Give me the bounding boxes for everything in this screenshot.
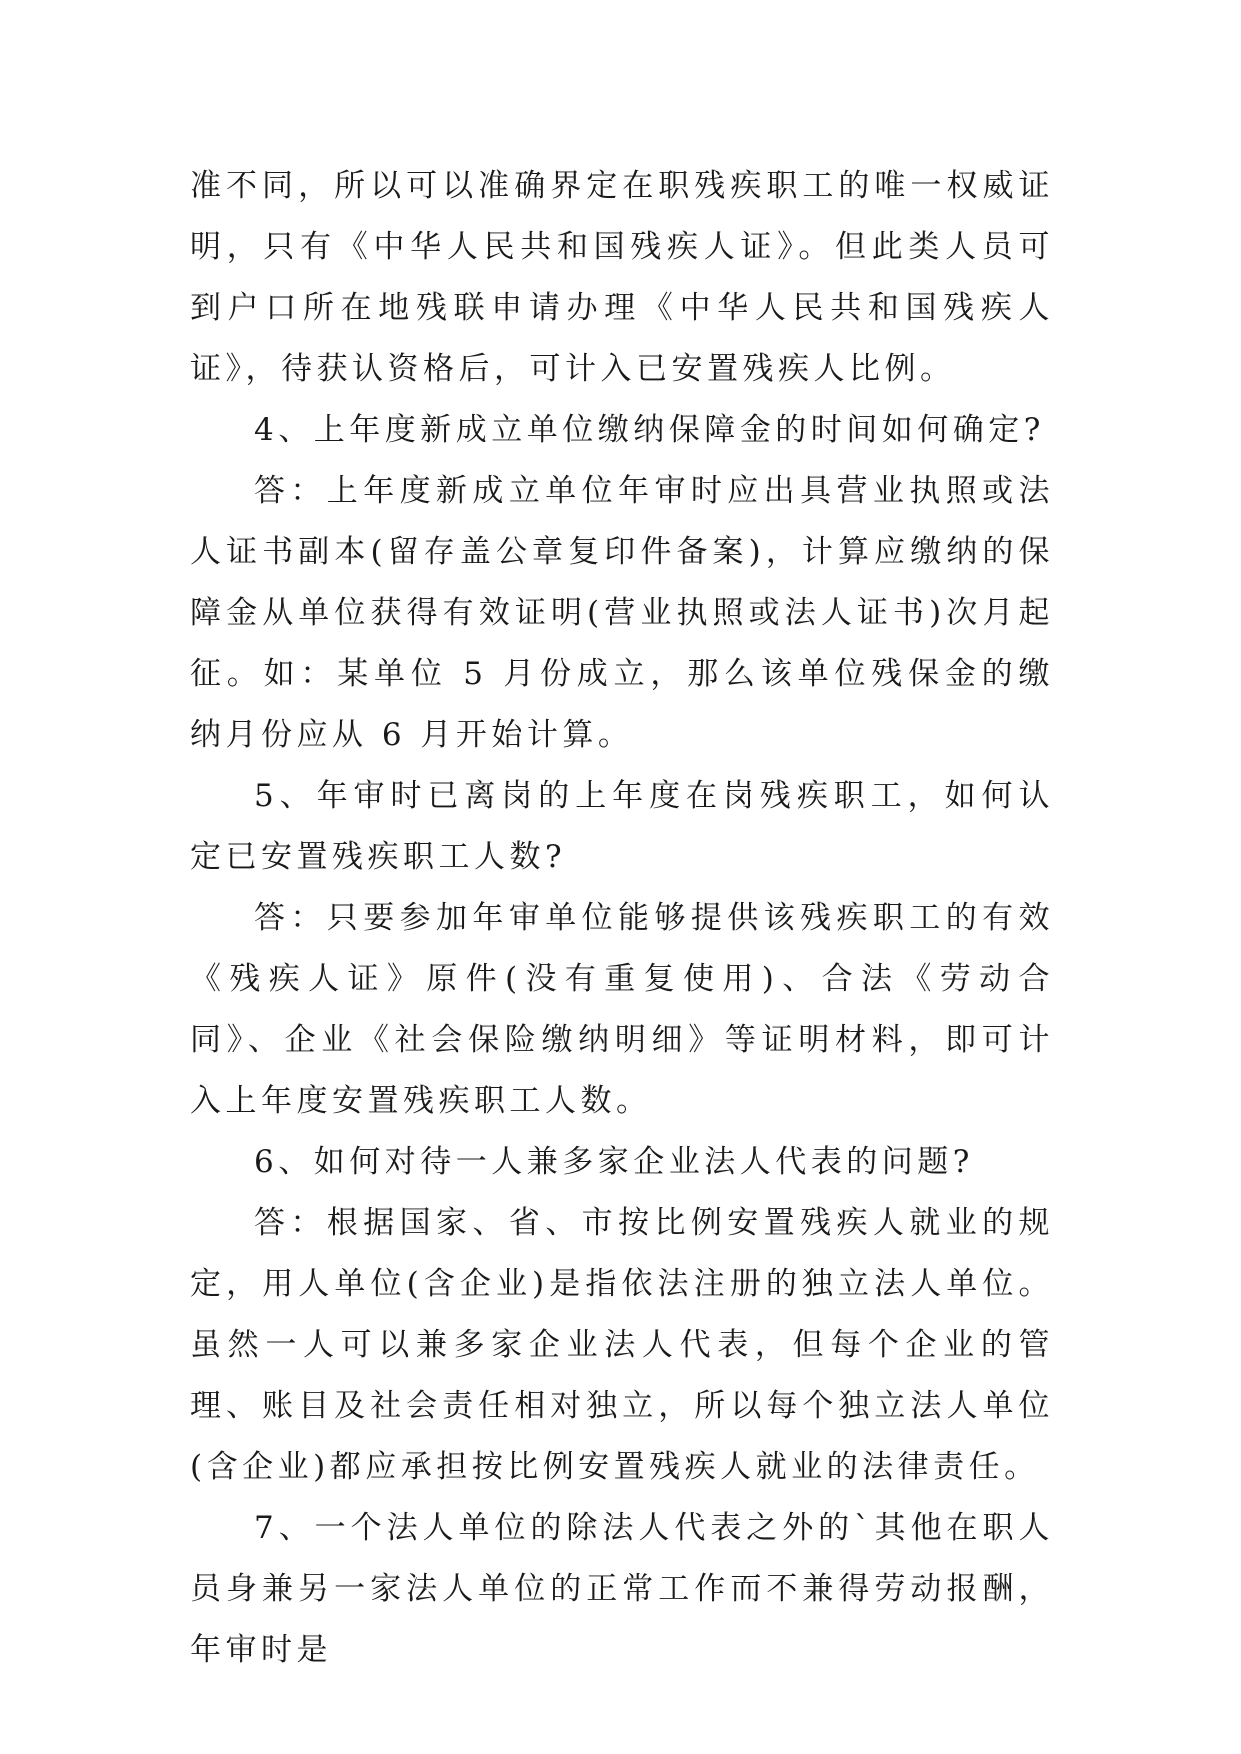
question-5: 5、年审时已离岗的上年度在岗残疾职工，如何认定已安置残疾职工人数? bbox=[190, 778, 1054, 875]
question-4: 4、上年度新成立单位缴纳保障金的时间如何确定? bbox=[254, 412, 1045, 448]
answer-5: 答：只要参加年审单位能够提供该残疾职工的有效《残疾人证》原件(没有重复使用)、合法《劳动合同》、企业《社会保险缴纳明细》等证明材料，即可计入上年度安置残疾职工人数。 bbox=[190, 900, 1054, 1119]
question-7: 7、一个法人单位的除法人代表之外的`其他在职人员身兼另一家法人单位的正常工作而不兼得劳动报酬，年审时是 bbox=[190, 1510, 1054, 1668]
document-body bbox=[190, 156, 1054, 1668]
answer-4: 答：上年度新成立单位年审时应出具营业执照或法人证书副本(留存盖公章复印件备案)，计算应缴纳的保障金从单位获得有效证明(营业执照或法人证书)次月起征。如：某单位 5 月份成立，那么该单位残保金的缴纳月份应从 6 月开始计算。 bbox=[190, 473, 1054, 753]
question-6: 6、如何对待一人兼多家企业法人代表的问题? bbox=[254, 1144, 974, 1180]
answer-6: 答：根据国家、省、市按比例安置残疾人就业的规定，用人单位(含企业)是指依法注册的独立法人单位。虽然一人可以兼多家企业法人代表，但每个企业的管理、账目及社会责任相对独立，所以每个独立法人单位(含企业)都应承担按比例安置残疾人就业的法律责任。 bbox=[190, 1205, 1054, 1485]
paragraph-continuation: 准不同，所以可以准确界定在职残疾职工的唯一权威证明，只有《中华人民共和国残疾人证》。但此类人员可到户口所在地残联申请办理《中华人民共和国残疾人证》，待获认资格后，可计入已安置残疾人比例。 bbox=[190, 168, 1054, 387]
